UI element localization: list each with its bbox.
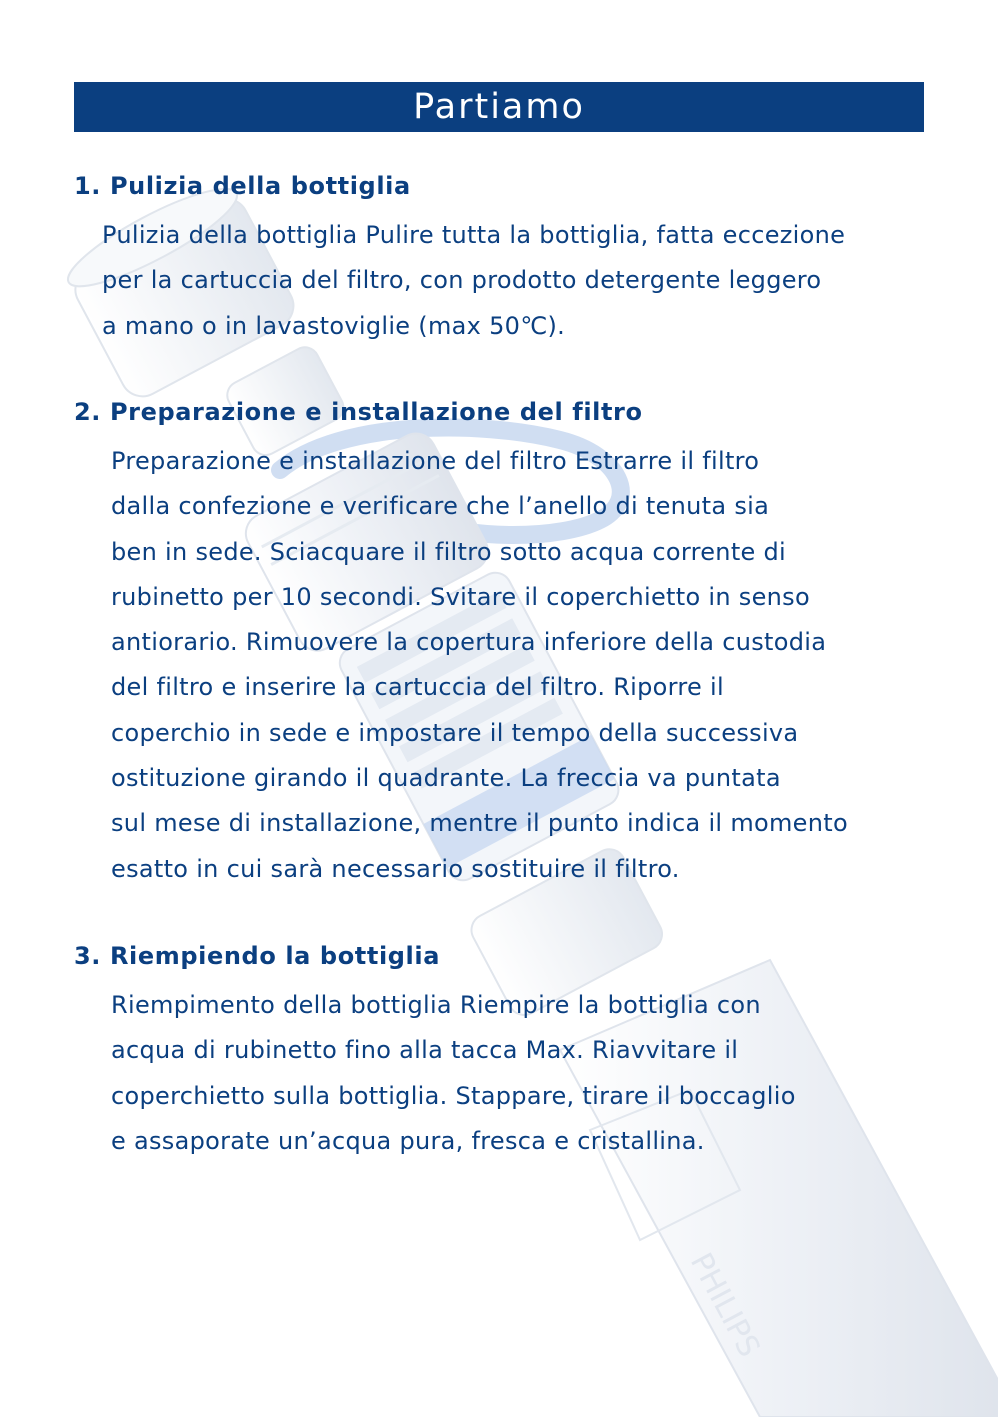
body-line: Pulizia della bottiglia Pulire tutta la bottiglia, fatta eccezione: [102, 221, 846, 249]
header-banner: [74, 82, 924, 132]
section-body: [111, 983, 796, 1164]
section-heading: 3. Riempiendo la bottiglia: [74, 942, 441, 970]
body-line: per la cartuccia del filtro, con prodotto detergente leggero: [102, 266, 822, 295]
body-line: Preparazione e installazione del filtro Estrarre il filtro: [111, 447, 760, 475]
body-line: dalla confezione e verificare che l’anello di tenuta sia: [111, 492, 770, 521]
section-heading: 2. Preparazione e installazione del filtro: [74, 398, 643, 426]
body-line: acqua di rubinetto fino alla tacca Max. Riavvitare il: [111, 1036, 739, 1065]
body-line: coperchietto sulla bottiglia. Stappare, tirare il boccaglio: [111, 1081, 796, 1110]
section-body: [102, 213, 845, 349]
body-line: Riempimento della bottiglia Riempire la bottiglia con: [111, 991, 761, 1019]
body-line: rubinetto per 10 secondi. Svitare il coperchietto in senso: [111, 582, 810, 611]
page-title: Partiamo: [413, 87, 585, 127]
body-line: ostituzione girando il quadrante. La freccia va puntata: [111, 764, 781, 793]
svg-text:PHILIPS: PHILIPS: [682, 1247, 767, 1363]
body-line: esatto in cui sarà necessario sostituire il filtro.: [111, 854, 680, 883]
body-line: a mano o in lavastoviglie (max 50℃).: [102, 311, 566, 340]
body-line: sul mese di installazione, mentre il punto indica il momento: [111, 809, 848, 838]
section-heading: 1. Pulizia della bottiglia: [74, 172, 411, 200]
section-filter-install: [74, 398, 848, 892]
section-cleaning: [74, 172, 845, 349]
body-line: coperchio in sede e impostare il tempo della successiva: [111, 718, 799, 747]
section-filling: [74, 942, 796, 1164]
section-body: [111, 439, 848, 892]
body-line: ben in sede. Sciacquare il filtro sotto acqua corrente di: [111, 537, 787, 566]
body-line: e assaporate un’acqua pura, fresca e cristallina.: [111, 1126, 705, 1155]
body-line: antiorario. Rimuovere la copertura inferiore della custodia: [111, 628, 827, 657]
body-line: del filtro e inserire la cartuccia del filtro. Riporre il: [111, 673, 724, 702]
